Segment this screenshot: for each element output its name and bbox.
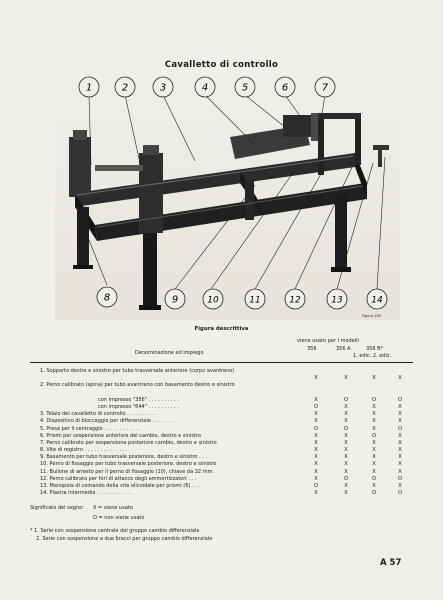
callout-9: [165, 289, 185, 309]
table-top-rule: [30, 362, 413, 363]
model-356a: 356 A: [336, 346, 351, 352]
legend-label: Significato del segno:: [30, 505, 84, 511]
svg-text:7: 7: [321, 82, 329, 94]
callout-5: [235, 77, 255, 97]
table-row: 4. Dispositivo di bloccaggio per differenziale . . . . . . . X X X X: [40, 418, 402, 425]
svg-text:1: 1: [85, 82, 93, 94]
model-editions: 1. edic. 2. ediz.: [353, 353, 392, 359]
callout-2: [115, 77, 135, 97]
svg-text:6: 6: [281, 82, 289, 94]
model-356: 356: [307, 346, 317, 352]
figure-number: Figura 189: [362, 314, 382, 318]
table-row: 9. Basamento per tubo trasversale posteriore, destro e sinistro . . . X X X X: [40, 454, 402, 461]
table-row: 5. Presa per il centraggio . . . . . . . . . . . . O O X O: [40, 425, 403, 432]
page-title: Cavalletto di controllo: [164, 60, 279, 70]
callout-3: [153, 77, 173, 97]
callout-4: [195, 77, 215, 97]
figure-photo: [55, 75, 400, 320]
table-row: 1. Sopporto destro e sinistro per tubo trasversale anteriore (corpo avantreno) X X X X: [40, 368, 402, 382]
callout-6: [275, 77, 295, 97]
svg-text:14: 14: [371, 295, 383, 306]
table-header-top: viene usato per i modelli: [297, 338, 359, 344]
table-row: 6. Prismi per sospensione anteriore del cambio, destro e sinistro X X O X: [40, 432, 402, 439]
table-row: 12. Perno calibrato per fori di attacco degli ammortizzatori . . . X O O O: [40, 475, 403, 482]
table-row: 8. Vite di registro . . . . . . . . . . . . . . X X X X: [40, 447, 402, 454]
callout-12: [285, 289, 305, 309]
legend-x: X = viene usato: [93, 505, 133, 511]
callout-7: [315, 77, 335, 97]
footnote-2: 2. Serie con sospensione a due bracci per gruppo cambio differenziale: [36, 536, 213, 542]
table-body: [40, 368, 412, 497]
legend-o: O = non viene usato: [93, 515, 145, 521]
svg-text:11: 11: [249, 295, 261, 306]
callout-8: [97, 287, 117, 307]
table-header-left: Denominazione ed impiego: [135, 350, 204, 356]
table-row: 14. Piastra intermedia . . . . . . . . . . . . X X O O: [40, 490, 403, 497]
callout-14: [367, 289, 387, 309]
svg-text:9: 9: [171, 294, 179, 306]
table-row: con impresso "644" . . . . . . . . . . O X X X: [98, 403, 402, 410]
callout-11: [245, 289, 265, 309]
svg-text:2: 2: [121, 82, 129, 94]
callout-10: [203, 289, 223, 309]
table-row: 11. Bullone di arresto per il perno di fissaggio (10), chiave da 32 mm. X X X X: [40, 468, 402, 475]
svg-text:8: 8: [103, 292, 111, 304]
table-row: con impresso "356" . . . . . . . . . . X O O O: [98, 396, 403, 403]
table-row: 10. Perno di fissaggio per tubo trasversale posteriore, destro e sinistro X X X X: [40, 461, 402, 468]
svg-text:5: 5: [241, 82, 249, 94]
table-row: 7. Perno calibrato per sospensione posteriore cambio, destro e sinistro X X X X: [40, 439, 402, 446]
svg-text:4: 4: [201, 82, 209, 94]
table-row: 2. Perno calibrato (spina) per tubo avantreno con basamento destro e sinistro: [40, 382, 235, 389]
model-356b: 356 B*: [366, 346, 384, 352]
callout-1: [79, 77, 99, 97]
footnote-1: * 1. Serie con sospensione centrale del gruppo cambio differenziale: [30, 528, 200, 534]
svg-text:12: 12: [289, 295, 301, 306]
svg-text:13: 13: [331, 295, 343, 306]
table-row: 13. Manopola di comando della vite elicoidale per prismi (6) . . . O X X X: [40, 483, 402, 490]
page-number: A 57: [380, 558, 402, 568]
svg-text:3: 3: [159, 82, 167, 94]
table-row: 3. Telaio del cavalletto di controllo . . . . . . . . . . X X X X: [40, 411, 402, 418]
figure-caption: Figura descrittiva: [194, 326, 249, 332]
svg-text:10: 10: [207, 295, 219, 306]
callout-13: [327, 289, 347, 309]
